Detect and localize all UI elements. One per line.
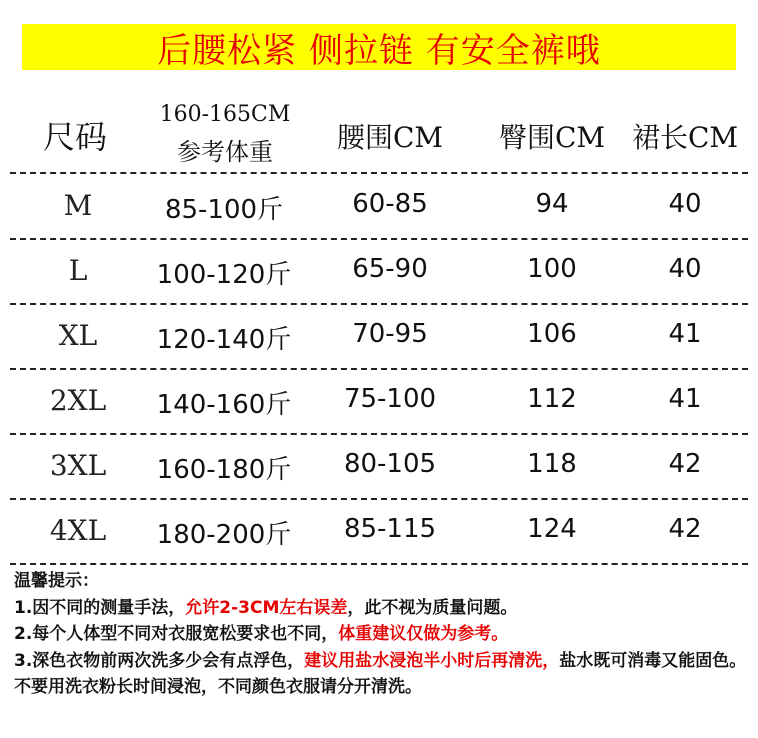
cell-size: 3XL [49,449,107,482]
tips-block [14,568,750,701]
cell-hip: 106 [527,319,577,349]
cell-length: 42 [668,449,702,479]
cell-size: 4XL [49,514,107,547]
header-length: 裙长CM [631,121,739,154]
cell-hip: 100 [527,254,577,284]
cell-waist: 80-105 [343,449,437,479]
tip-3-text: 3.深色衣物前两次洗多少会有点浮色， [14,650,305,671]
tip-1-text-end: ，此不视为质量问题。 [347,597,518,618]
cell-length: 40 [668,189,702,219]
tip-1-text: 1.因不同的测量手法， [14,597,186,618]
divider [10,433,748,435]
header-hip: 臀围CM [498,121,606,154]
tip-2 [14,621,750,648]
cell-waist: 75-100 [343,384,437,414]
cell-size: L [68,254,88,287]
header-weight-range: 160-165CM [159,102,291,127]
cell-length: 40 [668,254,702,284]
cell-waist: 65-90 [352,254,428,284]
divider [10,303,748,305]
cell-hip: 124 [527,514,577,544]
header-size: 尺码 [42,118,107,156]
divider [10,238,748,240]
tip-2-text: 2.每个人体型不同对衣服宽松要求也不同， [14,624,339,644]
cell-size: XL [58,319,98,352]
tip-2-highlight: 体重建议仅做为参考。 [338,624,509,644]
divider [10,563,748,565]
cell-weight: 180-200斤 [156,520,292,550]
cell-hip: 112 [527,384,577,414]
tip-1-highlight: 允许2-3CM左右误差 [185,597,348,618]
cell-hip: 94 [535,189,569,219]
banner-text: 后腰松紧 侧拉链 有安全裤哦 [157,30,601,71]
cell-weight: 100-120斤 [156,260,292,290]
cell-weight: 140-160斤 [156,390,292,420]
tip-1 [14,595,750,622]
cell-size: 2XL [49,384,107,417]
header-weight: 参考体重 [177,138,273,166]
cell-length: 41 [668,319,702,349]
cell-length: 42 [668,514,702,544]
header-waist: 腰围CM [336,121,444,154]
cell-weight: 85-100斤 [164,195,284,225]
divider [10,498,748,500]
tips-title: 温馨提示： [14,571,99,591]
cell-waist: 60-85 [352,189,428,219]
cell-hip: 118 [527,449,577,479]
cell-size: M [63,189,93,222]
tip-3-text-end: 盐水既可消毒又能固色。不要用洗衣粉长时间浸泡，不同颜色衣服请分开清洗。 [14,650,747,697]
cell-weight: 160-180斤 [156,455,292,485]
cell-waist: 70-95 [352,319,428,349]
cell-weight: 120-140斤 [156,325,292,355]
tip-3-highlight: 建议用盐水浸泡半小时后再清洗， [304,650,560,671]
title-banner [22,24,736,70]
divider [10,368,748,370]
cell-length: 41 [668,384,702,414]
divider [10,172,748,174]
tip-3 [14,648,750,701]
cell-waist: 85-115 [343,514,437,544]
